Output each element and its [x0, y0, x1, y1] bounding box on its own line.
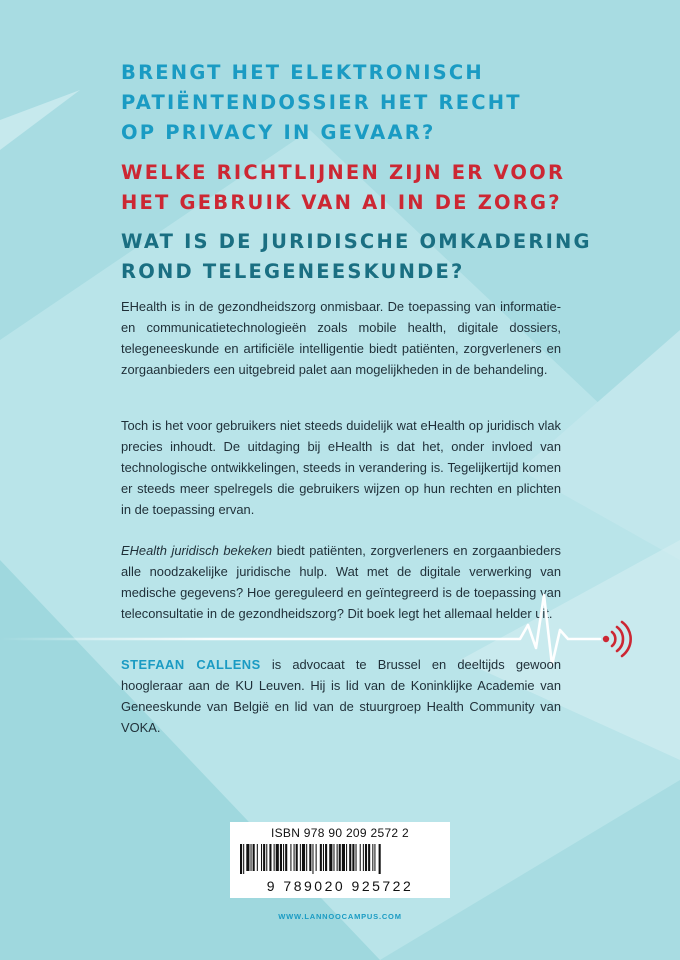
isbn-digits: 9 789020 925722 — [266, 878, 414, 894]
intro-paragraph: EHealth is in de gezondheidszorg onmisbaar. De toepassing van informatie- en communicatietechnologieën zoals mobile health, digitale dossiers, telegeneeskunde en artificiële intelligentie biedt patiënten, zorgverleners en zorgaanbieders een uitgebreid palet aan mogelijkheden in de behandeling. — [121, 299, 561, 377]
question-telegeneeskunde — [121, 227, 592, 287]
barcode-bar — [323, 844, 324, 871]
barcode-bar — [280, 844, 282, 871]
signal-dot-icon — [603, 636, 609, 642]
barcode-bar — [300, 844, 301, 871]
barcode-bar — [263, 844, 265, 871]
signal-wave-icon — [617, 627, 623, 651]
barcode-bar — [337, 844, 338, 871]
question-line: ROND TELEGENEESKUNDE? — [121, 260, 465, 283]
question-line: WAT IS DE JURIDISCHE OMKADERING — [121, 230, 592, 253]
author-bio-text: is advocaat te Brussel en deeltijds gewoon hoogleraar aan de KU Leuven. Hij is lid van de Koninklijke Academie van Geneeskunde van België en lid van de stuurgroep Health Community van VOKA. — [121, 657, 561, 735]
barcode-bar — [251, 844, 252, 871]
barcode-bar — [243, 844, 244, 874]
barcode-bar — [253, 844, 255, 871]
question-line: OP PRIVACY IN GEVAAR? — [121, 121, 436, 144]
barcode-bar — [266, 844, 267, 871]
barcode-bar — [368, 844, 370, 871]
barcode-bar — [349, 844, 351, 871]
author-name: STEFAAN CALLENS — [121, 657, 261, 672]
barcode-bar — [274, 844, 275, 871]
barcode-graphic — [238, 844, 442, 874]
barcode-bar — [309, 844, 311, 871]
barcode-bar — [283, 844, 284, 871]
barcode-bar — [333, 844, 334, 871]
question-privacy — [121, 58, 522, 148]
signal-wave-icon — [612, 632, 615, 646]
barcode-bar — [352, 844, 354, 871]
barcode-bar — [363, 844, 364, 871]
light-corner-shape — [0, 90, 80, 150]
question-ai-guidelines — [121, 158, 565, 218]
barcode-bar — [339, 844, 341, 871]
barcode-bar — [240, 844, 242, 874]
barcode-bar — [325, 844, 327, 871]
barcode-bar — [269, 844, 271, 871]
barcode-bar — [365, 844, 367, 871]
publisher-website: WWW.LANNOOCAMPUS.COM — [278, 912, 402, 921]
barcode-bar — [306, 844, 307, 871]
barcode-bar — [285, 844, 287, 871]
barcode-bar — [276, 844, 279, 871]
barcode-bar — [294, 844, 295, 871]
barcode-bar — [346, 844, 347, 871]
barcode-bar — [329, 844, 332, 871]
barcode-bar — [379, 844, 381, 874]
isbn-label: ISBN 978 90 209 2572 2 — [270, 826, 410, 840]
barcode-bar — [356, 844, 357, 871]
question-line: BRENGT HET ELEKTRONISCH — [121, 61, 484, 84]
barcode-bar — [316, 844, 317, 871]
book-description-text: biedt patiënten, zorgverleners en zorgaanbieders alle noodzakelijke juridische hulp. Wat met de digitale verwerking van medische gegevens? Hoe gereguleerd en geïntegreerd is de toepassing van teleconsultatie in de gezondheidszorg? Dit boek legt het allemaal helder uit. — [121, 543, 561, 621]
barcode-bar — [290, 844, 291, 871]
question-line: WELKE RICHTLIJNEN ZIJN ER VOOR — [121, 161, 566, 184]
barcode-bar — [246, 844, 249, 871]
barcode-bar — [320, 844, 322, 871]
barcode-bar — [374, 844, 375, 871]
barcode-bar — [360, 844, 361, 871]
question-line: PATIËNTENDOSSIER HET RECHT — [121, 91, 522, 114]
barcode-bar — [261, 844, 262, 871]
barcode-bar — [302, 844, 305, 871]
barcode-bar — [342, 844, 345, 871]
barcode-bar — [312, 844, 313, 874]
barcode-panel — [230, 822, 450, 898]
book-title-italic: EHealth juridisch bekeken — [121, 543, 273, 558]
barcode-bar — [296, 844, 298, 871]
question-line: HET GEBRUIK VAN AI IN DE ZORG? — [121, 191, 562, 214]
challenge-paragraph: Toch is het voor gebruikers niet steeds duidelijk wat eHealth op juridisch vlak precies inhoudt. De uitdaging bij eHealth is dat het, onder invloed van technologische ontwikkelingen, steeds in verandering is. Tegelijkertijd komen er steeds meer spelregels die gebruikers wijzen op hun rechten en plichten in de toepassing ervan. — [121, 418, 561, 517]
barcode-bar — [257, 844, 258, 871]
barcode-bar — [372, 844, 373, 871]
author-bio — [121, 654, 561, 738]
